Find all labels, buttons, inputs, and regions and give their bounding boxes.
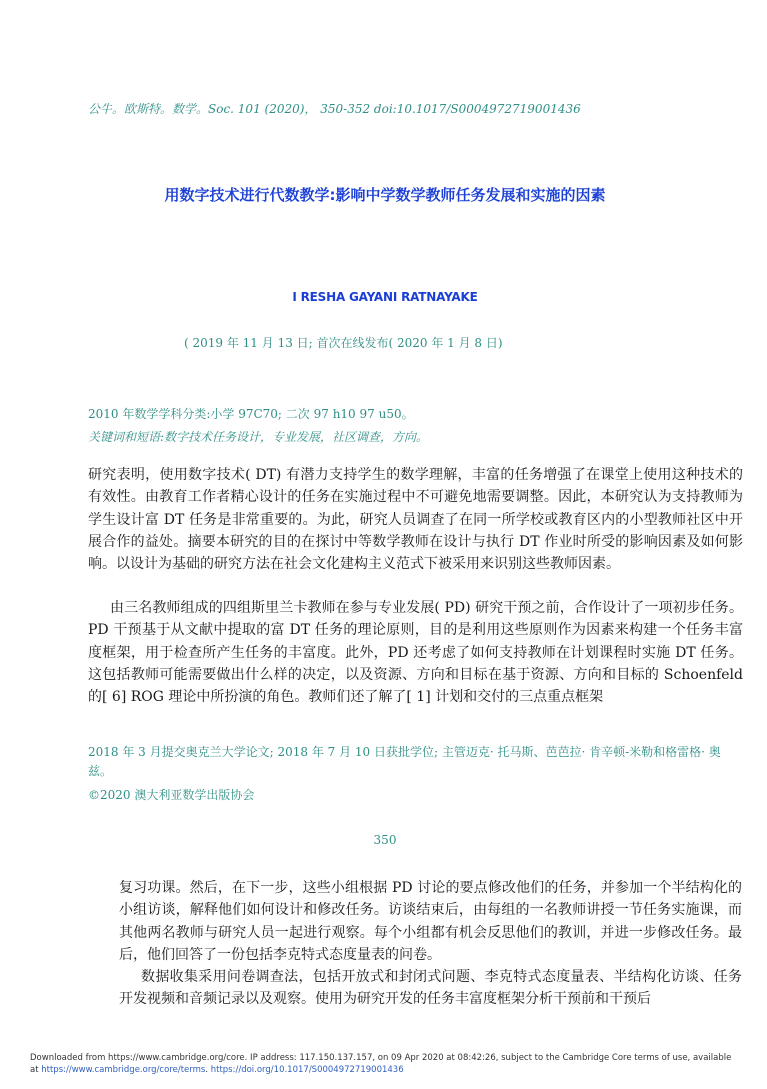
body-paragraph: 复习功课。然后，在下一步，这些小组根据 PD 讨论的要点修改他们的任务，并参加一个半结构化的小组访谈，解释他们如何设计和修改任务。访谈结束后，由每组的一名教师讲授一节任务实施课，而其他两名教师与研究人员一起进行观察。每个小组都有机会反思他们的教训，并进一步修改任务。最后，他们回答了一份包括李克特式态度量表的问卷。 <box>119 880 742 963</box>
footer-line-2 <box>30 1064 750 1076</box>
body-paragraph: 数据收集采用问卷调查法，包括开放式和封闭式问题、李克特式态度量表、半结构化访谈、任务开发视频和音频记录以及观察。使用为研究开发的任务丰富度框架分析干预前和干预后 <box>119 969 742 1008</box>
body-paragraph: 由三名教师组成的四组斯里兰卡教师在参与专业发展( PD) 研究干预之前，合作设计了一项初步任务。PD 干预基于从文献中提取的富 DT 任务的理论原则，目的是利用这些原则作为因素来构建一个任务丰富度框架，用于检查所产生任务的丰富度。此外，PD 还考虑了如何支持教师在计划课程时实施 DT 任务。这包括教师可能需要做出什么样的决定，以及资源、方向和目标在基于资源、方向和目标的 Schoenfeld 的[ 6] ROG 理论中所扮演的角色。教师们还了解了[ 1] 计划和交付的三点重点框架 <box>88 600 743 706</box>
thesis-note: 2018 年 3 月提交奥克兰大学论文; 2018 年 7 月 10 日获批学位; 主管迈克· 托马斯、芭芭拉· 肯辛顿-米勒和格雷格· 奥兹。 <box>88 745 721 778</box>
page-number: 350 <box>373 833 397 847</box>
keywords: 关键词和短语:数字技术任务设计，专业发展，社区调查，方向。 <box>88 430 429 444</box>
terms-link[interactable]: https://www.cambridge.org/core/terms <box>41 1065 206 1075</box>
journal-reference: 公牛。欧斯特。数学。Soc. 101 (2020)， 350-352 doi:10.1017/S0004972719001436 <box>88 102 581 116</box>
footer-prefix: at <box>30 1065 42 1075</box>
body-paragraph: 研究表明，使用数字技术( DT) 有潜力支持学生的数学理解，丰富的任务增强了在课堂上使用这种技术的有效性。由教育工作者精心设计的任务在实施过程中不可避免地需要调整。因此，本研究认为支持教师为学生设计富 DT 任务是非常重要的。为此，研究人员调查了在同一所学校或教育区内的小型教师社区中开展合作的益处。摘要本研究的目的在探讨中等数学教师在设计与执行 DT 作业时所受的影响因素及如何影响。以设计为基础的研究方法在社会文化建构主义范式下被采用来识别这些教师因素。 <box>88 467 743 573</box>
copyright-notice: ©2020 澳大利亚数学出版协会 <box>88 788 255 802</box>
footer-separator: . <box>205 1065 211 1075</box>
download-footer <box>30 1052 750 1076</box>
footer-line-1: Downloaded from https://www.cambridge.org/core. IP address: 117.150.137.157, on 09 Apr 2020 at 08:42:26, subject to the Cambridge Core terms of use, available <box>30 1053 732 1063</box>
article-title: 用数字技术进行代数教学:影响中学数学教师任务发展和实施的因素 <box>164 186 606 204</box>
msc-classification: 2010 年数学学科分类:小学 97C70; 二次 97 h10 97 u50。 <box>88 407 414 421</box>
doi-link[interactable]: https://doi.org/10.1017/S0004972719001436 <box>210 1065 404 1075</box>
received-date: ( 2019 年 11 月 13 日; 首次在线发布( 2020 年 1 月 8 日) <box>184 336 503 350</box>
author-name: I RESHA GAYANI RATNAYAKE <box>292 290 478 304</box>
